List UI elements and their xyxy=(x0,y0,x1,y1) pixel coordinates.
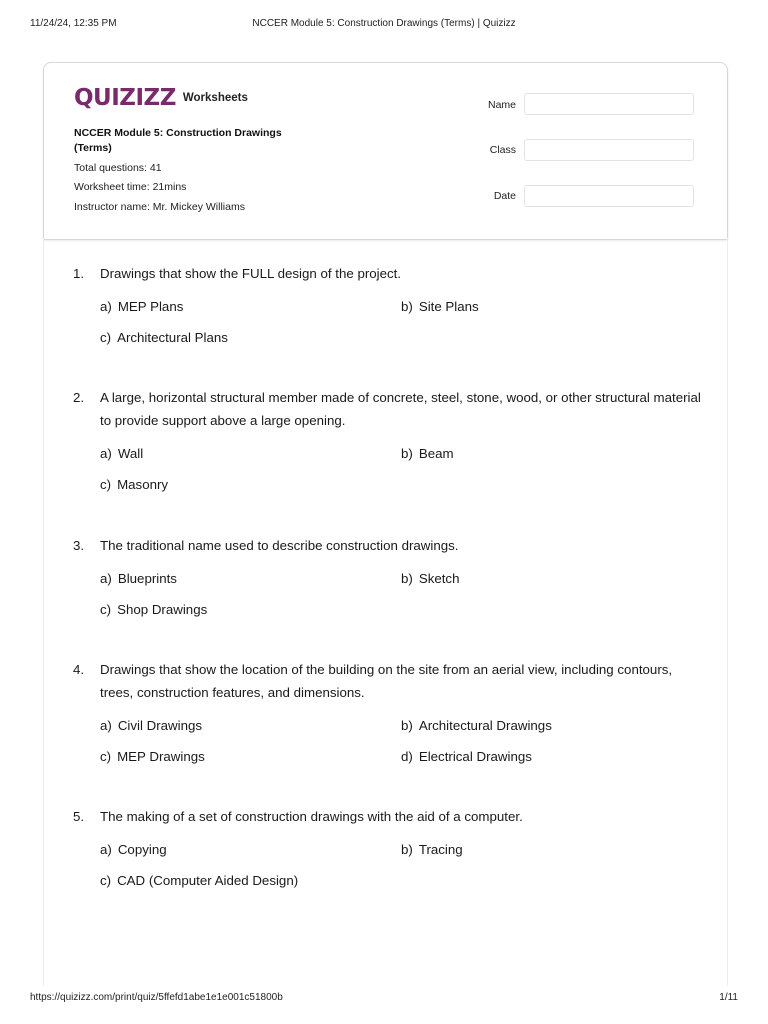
option-text: CAD (Computer Aided Design) xyxy=(117,873,299,888)
date-label: Date xyxy=(493,190,516,202)
option-letter: b) xyxy=(401,842,413,857)
answer-option xyxy=(401,571,459,586)
answer-option xyxy=(100,330,228,345)
question-1 xyxy=(73,262,703,361)
option-row xyxy=(100,571,703,602)
option-letter: b) xyxy=(401,571,413,586)
option-text: Architectural Drawings xyxy=(418,718,552,733)
answer-option xyxy=(100,477,168,492)
answer-option xyxy=(401,718,552,733)
answer-option xyxy=(401,749,532,764)
answer-option xyxy=(100,571,177,586)
question-text: Drawings that show the FULL design of the project. xyxy=(100,266,402,281)
instructor-name: Instructor name: Mr. Mickey Williams xyxy=(74,201,245,213)
question-text: The making of a set of construction drawings with the aid of a computer. xyxy=(100,809,523,824)
question-text: A large, horizontal structural member made of concrete, steel, stone, wood, or other structural material to provide support above a large opening. xyxy=(100,390,701,428)
name-label: Name xyxy=(487,99,516,111)
question-number: 1. xyxy=(73,266,85,281)
answer-options xyxy=(100,842,703,904)
answer-option xyxy=(100,718,202,733)
option-row xyxy=(100,718,703,749)
option-text: Tracing xyxy=(418,842,463,857)
total-questions: Total questions: 41 xyxy=(74,162,162,174)
option-row xyxy=(100,446,703,477)
option-text: Sketch xyxy=(418,571,460,586)
question-stem xyxy=(73,386,703,432)
option-letter: a) xyxy=(100,299,112,314)
name-field[interactable] xyxy=(524,93,694,115)
logo-row xyxy=(74,85,248,111)
option-row xyxy=(100,873,703,904)
option-text: Civil Drawings xyxy=(117,718,203,733)
option-text: MEP Drawings xyxy=(117,749,205,764)
option-text: Copying xyxy=(117,842,167,857)
answer-option xyxy=(100,873,298,888)
page-number: 1/11 xyxy=(719,992,738,1003)
print-footer xyxy=(30,992,738,1006)
answer-option xyxy=(401,299,479,314)
option-row xyxy=(100,842,703,873)
question-stem xyxy=(73,805,703,828)
worksheet-time: Worksheet time: 21mins xyxy=(74,181,187,193)
option-text: Masonry xyxy=(117,477,169,492)
question-number: 2. xyxy=(73,390,85,405)
question-number: 5. xyxy=(73,809,85,824)
question-2 xyxy=(73,386,703,508)
print-date: 11/24/24, 12:35 PM xyxy=(30,18,117,29)
logo-subtitle: Worksheets xyxy=(182,92,248,104)
question-text: The traditional name used to describe construction drawings. xyxy=(100,538,459,553)
class-label: Class xyxy=(489,144,516,156)
date-field[interactable] xyxy=(524,185,694,207)
worksheet-header-card xyxy=(43,62,728,240)
answer-options xyxy=(100,446,703,508)
answer-option xyxy=(100,299,183,314)
answer-options xyxy=(100,718,703,780)
question-5 xyxy=(73,805,703,904)
class-field[interactable] xyxy=(524,139,694,161)
option-text: Beam xyxy=(418,446,454,461)
print-url: https://quizizz.com/print/quiz/5ffefd1abe1e1e001c51800b xyxy=(30,992,283,1003)
option-row xyxy=(100,477,703,508)
option-letter: d) xyxy=(401,749,413,764)
worksheet-title: NCCER Module 5: Construction Drawings (Terms) xyxy=(74,127,282,154)
question-number: 3. xyxy=(73,538,85,553)
option-letter: c) xyxy=(100,330,112,345)
option-letter: a) xyxy=(100,446,112,461)
answer-options xyxy=(100,571,703,633)
answer-options xyxy=(100,299,703,361)
question-stem xyxy=(73,262,703,285)
option-text: Wall xyxy=(117,446,144,461)
option-text: Architectural Plans xyxy=(117,330,228,345)
option-letter: c) xyxy=(100,477,112,492)
option-letter: b) xyxy=(401,299,413,314)
option-letter: c) xyxy=(100,602,112,617)
option-text: Shop Drawings xyxy=(117,602,208,617)
option-letter: a) xyxy=(100,718,112,733)
option-letter: b) xyxy=(401,446,413,461)
option-letter: b) xyxy=(401,718,413,733)
option-letter: a) xyxy=(100,571,112,586)
option-letter: c) xyxy=(100,873,112,888)
answer-option xyxy=(100,446,143,461)
question-3 xyxy=(73,534,703,633)
option-text: Site Plans xyxy=(418,299,479,314)
answer-option xyxy=(100,749,205,764)
option-row xyxy=(100,749,703,780)
option-row xyxy=(100,602,703,633)
option-text: MEP Plans xyxy=(117,299,184,314)
answer-option xyxy=(100,602,207,617)
option-letter: c) xyxy=(100,749,112,764)
question-stem xyxy=(73,534,703,557)
quizizz-logo: QUIZIZZ xyxy=(74,85,176,111)
answer-option xyxy=(401,842,463,857)
question-stem xyxy=(73,658,703,704)
question-number: 4. xyxy=(73,662,85,677)
print-header xyxy=(30,18,738,32)
answer-option xyxy=(100,842,167,857)
option-text: Blueprints xyxy=(117,571,177,586)
question-text: Drawings that show the location of the building on the site from an aerial view, including contours, trees, construction features, and dimensions. xyxy=(100,662,673,700)
option-text: Electrical Drawings xyxy=(418,749,532,764)
answer-option xyxy=(401,446,454,461)
question-4 xyxy=(73,658,703,780)
option-row xyxy=(100,299,703,330)
option-letter: a) xyxy=(100,842,112,857)
print-doc-title: NCCER Module 5: Construction Drawings (Terms) | Quizizz xyxy=(252,18,516,29)
option-row xyxy=(100,330,703,361)
